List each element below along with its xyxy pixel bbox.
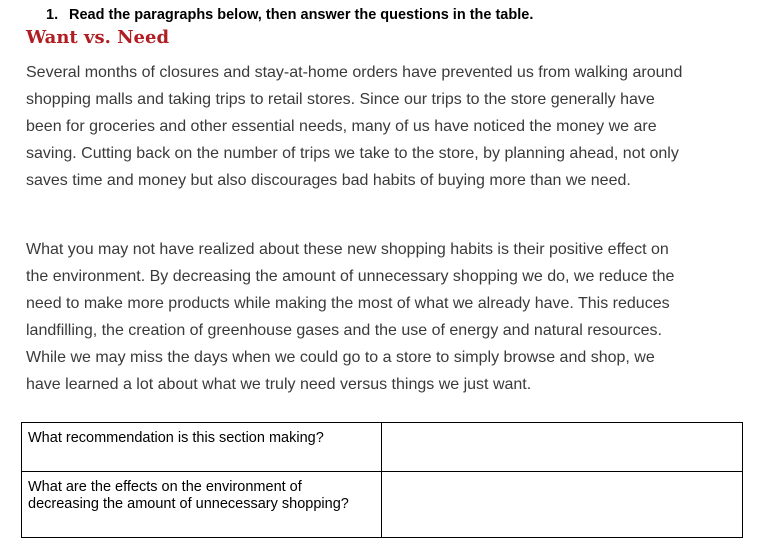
question-table <box>21 422 743 538</box>
section-title: Want vs. Need <box>26 27 170 48</box>
instruction-text: Read the paragraphs below, then answer the questions in the table. <box>69 7 534 23</box>
question-cell-1: What recommendation is this section making? <box>22 423 382 472</box>
answer-cell-2[interactable] <box>382 472 743 538</box>
instruction <box>46 6 533 24</box>
table-row <box>22 472 743 538</box>
table-row <box>22 423 743 472</box>
answer-cell-1[interactable] <box>382 423 743 472</box>
paragraph-1: Several months of closures and stay-at-home orders have prevented us from walking around shopping malls and taking trips to retail stores. Since our trips to the store generally have been for groceries and other essential needs, many of us have noticed the money we are saving. Cutting back on the number of trips we take to the store, by planning ahead, not only saves time and money but also discourages bad habits of buying more than we need. <box>26 64 683 189</box>
question-cell-2: What are the effects on the environment of decreasing the amount of unnecessary shopping? <box>22 472 382 538</box>
paragraph-2: What you may not have realized about these new shopping habits is their positive effect on the environment. By decreasing the amount of unnecessary shopping we do, we reduce the need to make more products while making the most of what we already have. This reduces landfilling, the creation of greenhouse gases and the use of energy and natural resources. While we may miss the days when we could go to a store to simply browse and shop, we have learned a lot about what we truly need versus things we just want. <box>26 241 675 393</box>
instruction-number: 1. <box>46 7 59 23</box>
